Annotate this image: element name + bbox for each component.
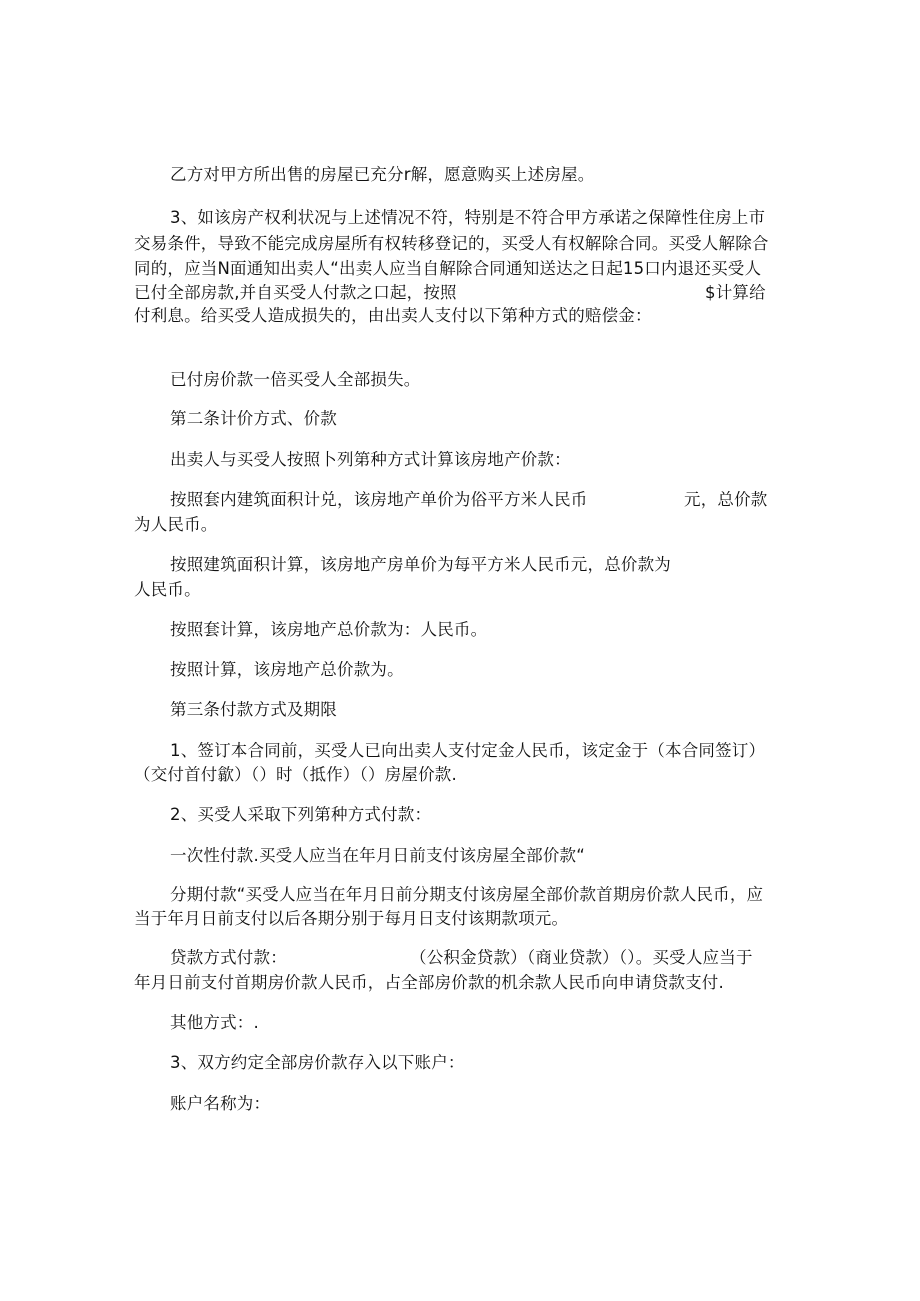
paragraph-line: 按照套计算，该房地产总价款为：人民币。	[170, 620, 488, 639]
paragraph-line: （交付首付歙）（）时（抵作）（）房屋价款.	[134, 765, 457, 784]
paragraph-line: 付利息。给买受人造成损失的，由出卖人支付以下第种方式的赔偿金：	[134, 306, 652, 325]
paragraph-line: （公积金贷款）（商业贷款）（）。买受人应当于	[410, 948, 753, 967]
paragraph-line: 元，总价款	[684, 490, 768, 509]
paragraph-line: 出卖人与买受人按照卜列第种方式计算该房地产价款：	[170, 450, 571, 469]
paragraph-line: 年月日前支付首期房价款人民币，占全部房价款的机余款人民币向申请贷款支付.	[134, 973, 724, 992]
paragraph-line: 人民币。	[134, 580, 201, 599]
paragraph-line: 2、买受人采取下列第种方式付款：	[170, 805, 432, 824]
paragraph-line: 为人民币。	[134, 515, 218, 534]
paragraph-line: 已付房价款一倍买受人全部损失。	[170, 370, 421, 389]
paragraph-line: 3、双方约定全部房价款存入以下账户：	[170, 1053, 465, 1072]
paragraph-line: 账户名称为：	[170, 1094, 271, 1113]
paragraph-line: 分期付款“买受人应当在年月日前分期支付该房屋全部价款首期房价款人民币，应	[170, 885, 764, 904]
paragraph-line: 交易条件，导致不能完成房屋所有权转移登记的，买受人有权解除合同。买受人解除合	[134, 234, 769, 253]
paragraph-line: 已付全部房款,并自买受人付款之口起，按照	[134, 283, 457, 302]
paragraph-line: 一次性付款.买受人应当在年月日前支付该房屋全部价款“	[170, 846, 585, 865]
paragraph-line: 其他方式：.	[170, 1013, 259, 1032]
paragraph-line: 按照计算，该房地产总价款为。	[170, 660, 404, 679]
paragraph-line: 3、如该房产权利状况与上述情况不符，特别是不符合甲方承诺之保障性住房上市	[170, 208, 766, 227]
paragraph-line: 按照建筑面积计算，该房地产房单价为每平方米人民币元，总价款为	[170, 555, 671, 574]
paragraph-line: 当于年月日前支付以后各期分别于每月日支付该期款项元。	[134, 909, 569, 928]
paragraph-line: 乙方对甲方所出售的房屋已充分r解，愿意购买上述房屋。	[170, 165, 595, 184]
paragraph-line: 贷款方式付款：	[170, 948, 287, 967]
section-heading: 第二条计价方式、价款	[170, 409, 337, 428]
paragraph-line: 按照套内建筑面积计兑，该房地产单价为俗平方米人民币	[170, 490, 588, 509]
paragraph-line: $计算给	[705, 283, 766, 302]
paragraph-line: 1、签订本合同前，买受人已向出卖人支付定金人民币，该定金于（本合同签订）	[170, 741, 766, 760]
section-heading: 第三条付款方式及期限	[170, 700, 337, 719]
paragraph-line: 同的，应当N面通知出卖人“出卖人应当自解除合同通知送达之日起15口内退还买受人	[134, 259, 762, 278]
